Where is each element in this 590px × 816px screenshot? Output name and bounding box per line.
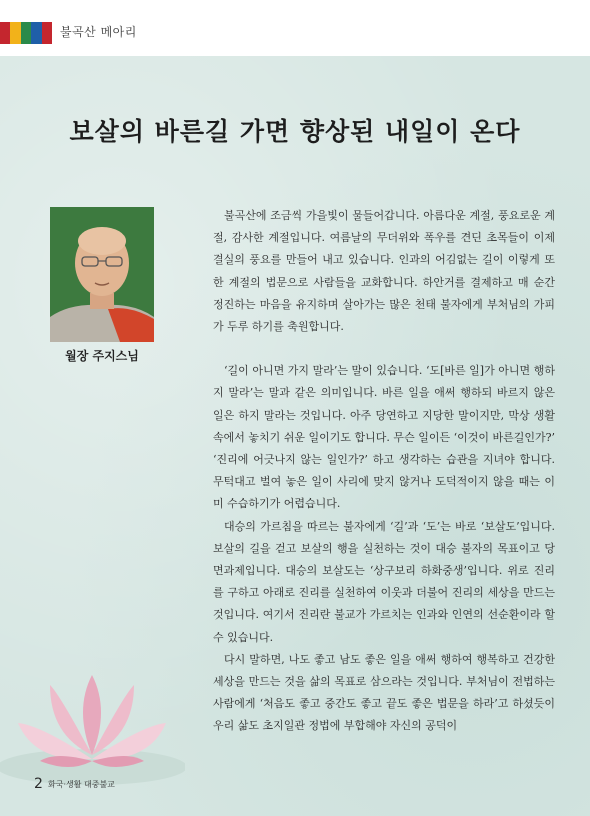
portrait-caption: 월장 주지스님 xyxy=(65,349,139,363)
paragraph: 대승의 가르침을 따르는 불자에게 ‘길’과 ‘도’는 바로 ‘보살도’입니다. 보살의 길을 걷고 보살의 행을 실천하는 것이 대승 불자의 목표이고 당면과제입니다. 대승의 보살도는 ‘상구보리 하화중생’입니다. 위로 진리를 구하고 아래로 진리를 실천하여 이웃과 더불어 진리의 세상을 만드는 것입니다. 여기서 진리란 불교가 가르치는 인과와 인연의 선순환이라 할 수 있습니다. xyxy=(213,519,555,644)
dancheong-ornament xyxy=(0,22,52,44)
page-header xyxy=(0,0,590,56)
page-number: 2 xyxy=(34,776,43,792)
monk-portrait xyxy=(50,207,154,342)
paragraph: 불곡산에 조금씩 가을빛이 물들어갑니다. 아름다운 계절, 풍요로운 계절, 감사한 계절입니다. 여름날의 무더위와 폭우를 견딘 초목들이 이제 결실의 풍요를 만들어 내고 있습니다. 인과의 어김없는 길이 이렇게 또 한 계절의 법문으로 사람들을 교화합니다. 하안거를 결제하고 매 순간 정진하는 마음을 유지하며 살아가는 많은 천태 불자에게 부처님의 가피가 두루 하기를 축원합니다. xyxy=(213,209,555,334)
portrait-illustration xyxy=(50,207,154,342)
paragraph: ‘길이 아니면 가지 말라’는 말이 있습니다. ‘도[바른 일]가 아니면 행하지 말라’는 말과 같은 의미입니다. 바른 일을 애써 행하되 바르지 않은 일은 하지 말라는 것입니다. 아주 당연하고 지당한 말이지만, 막상 생활 속에서 놓치기 쉬운 일이기도 합니다. 무슨 일이든 ‘이것이 바른길인가?’ ‘진리에 어긋나지 않는 일인가?’ 하고 생각하는 습관을 지녀야 합니다. 무턱대고 벌여 놓은 일이 사리에 맞지 않거나 도덕적이지 않을 때는 이미 수습하기가 어렵습니다. xyxy=(213,364,555,511)
paragraph: 다시 말하면, 나도 좋고 남도 좋은 일을 애써 행하여 행복하고 건강한 세상을 만드는 것을 삶의 목표로 삼으라는 것입니다. 부처님이 전법하는 사람에게 ‘처음도 좋고 중간도 좋고 끝도 좋은 법문을 하라’고 하셨듯이 우리 삶도 초지일관 정법에 부합해야 자신의 공덕이 xyxy=(213,652,555,733)
lotus-illustration xyxy=(0,655,185,785)
article-title: 보살의 바른길 가면 향상된 내일이 온다 xyxy=(69,117,521,146)
article-body xyxy=(213,205,555,738)
publication-name: 화국·생활 대중불교 xyxy=(48,780,115,789)
section-title: 불곡산 메아리 xyxy=(60,25,137,39)
